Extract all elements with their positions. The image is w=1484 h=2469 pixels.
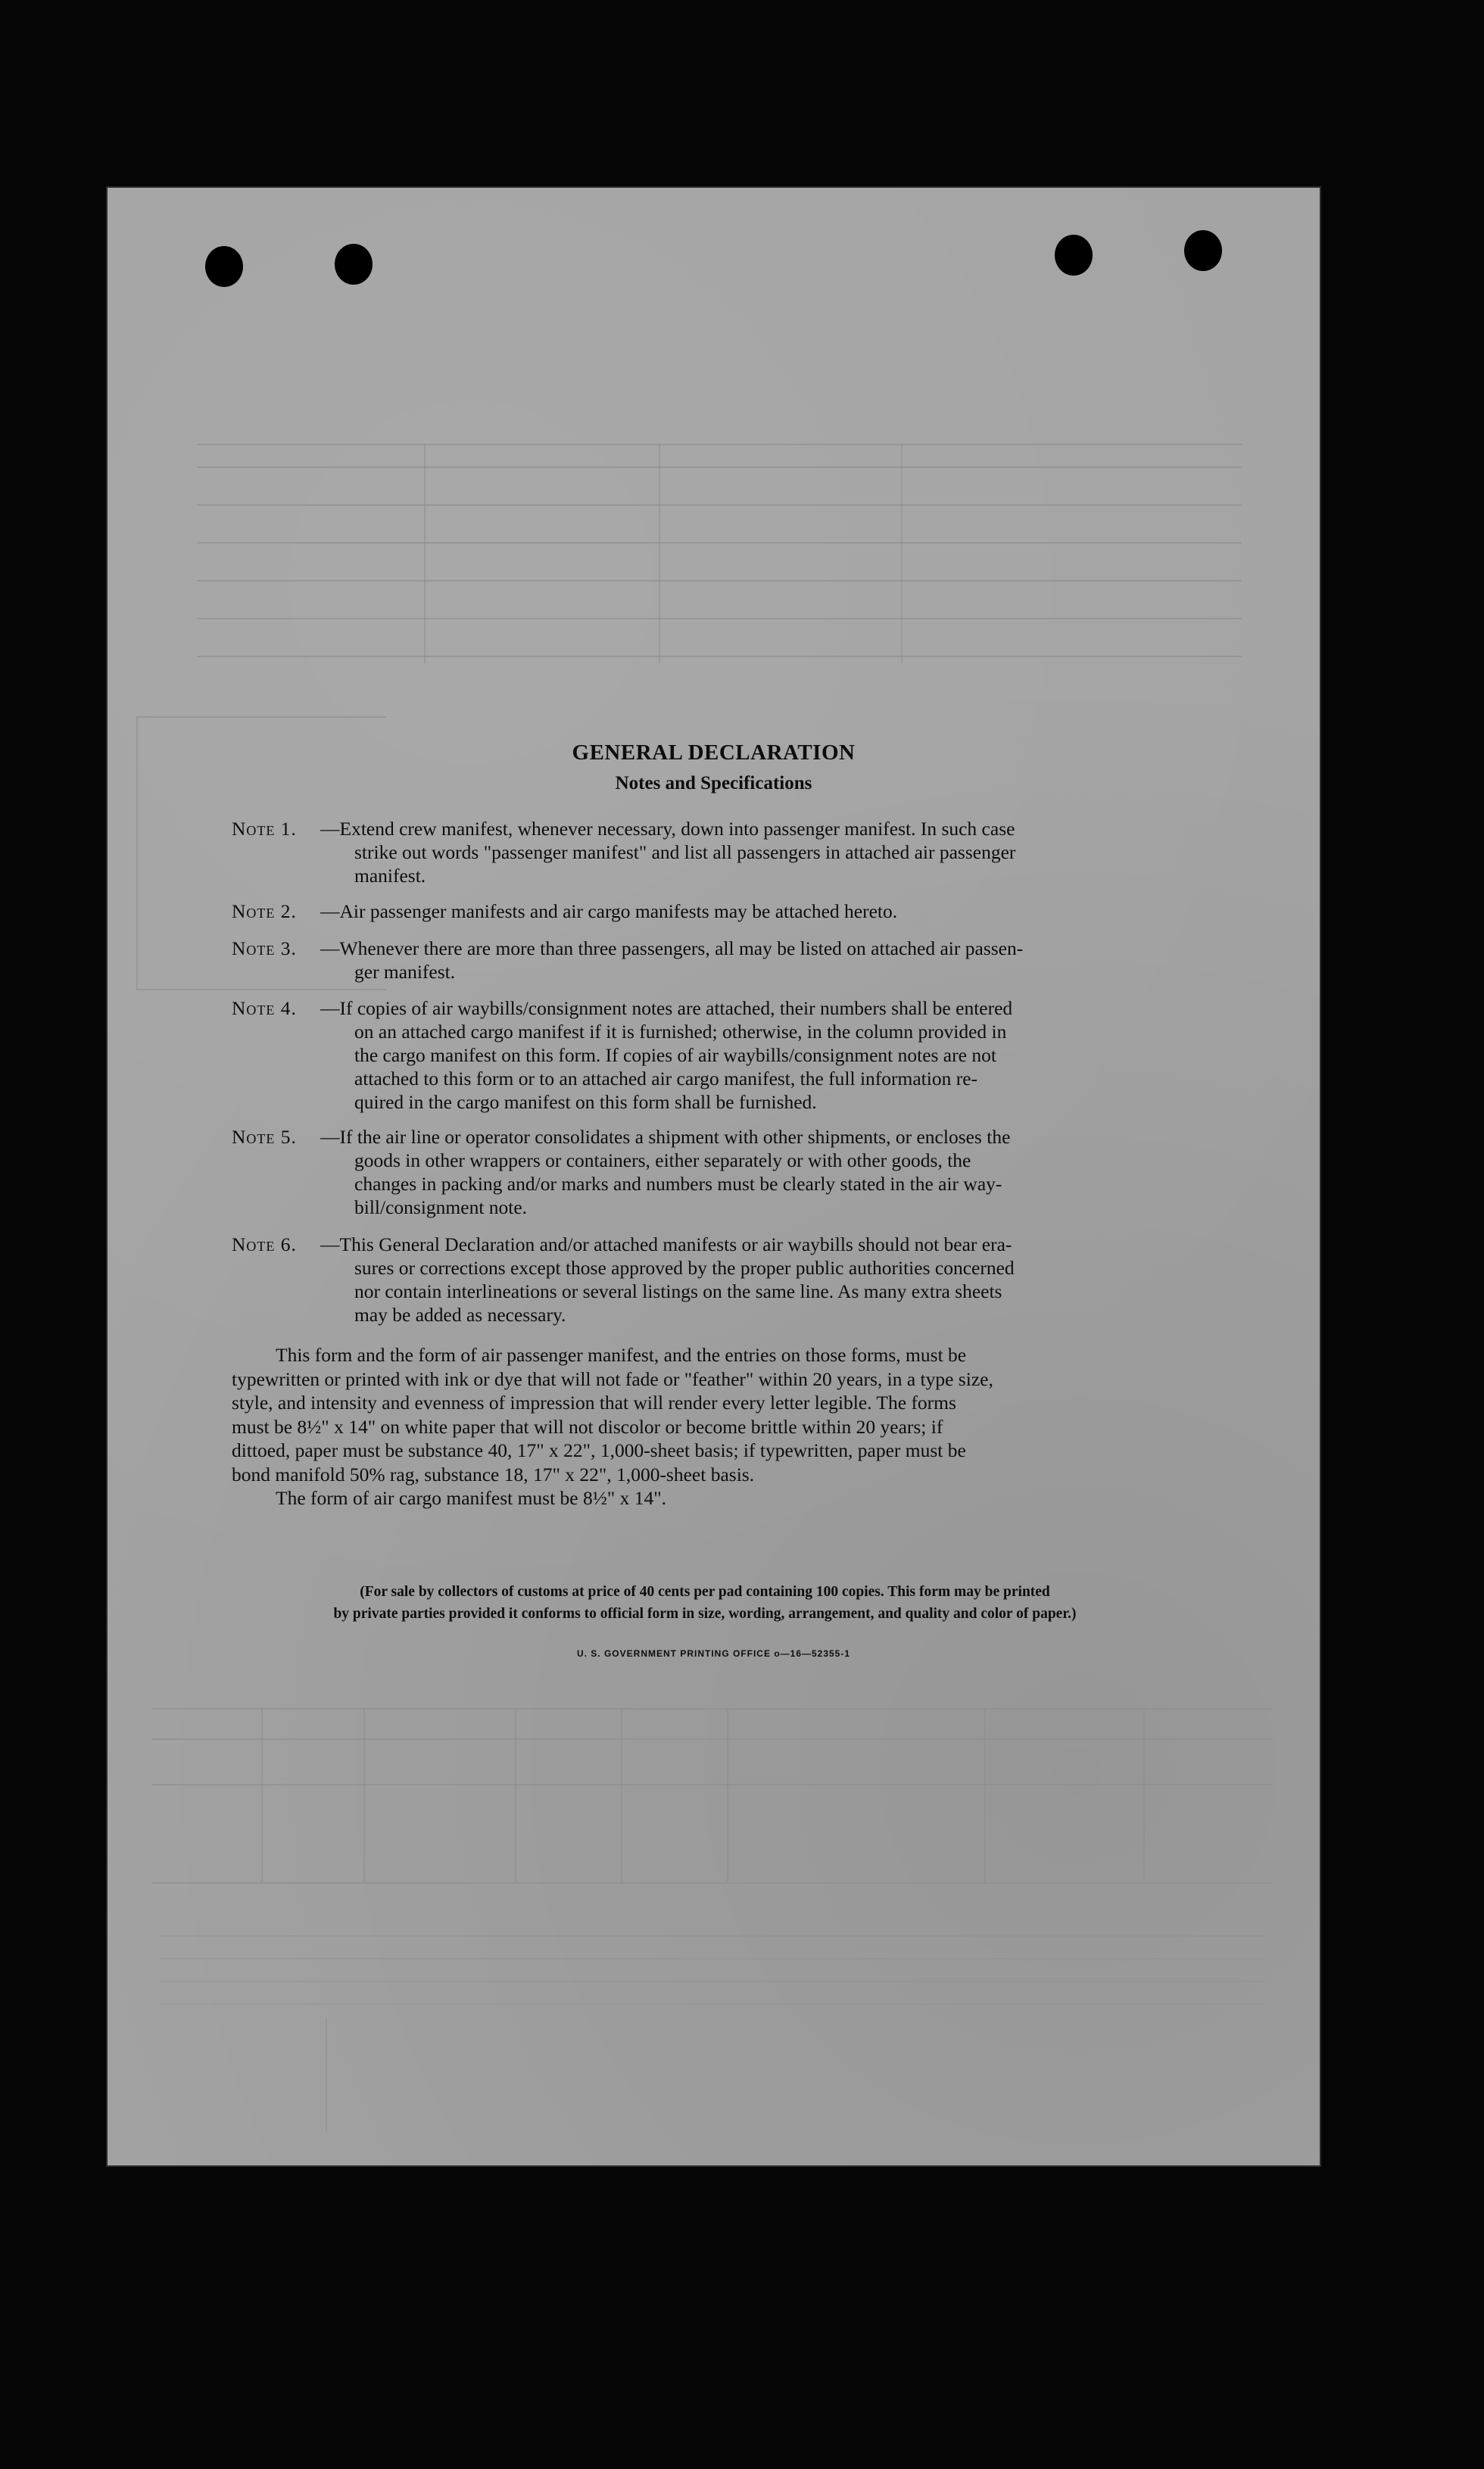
note-text-line: goods in other wrappers or containers, either separately or with other goods, the <box>354 1149 971 1171</box>
note-label: Note 3. <box>232 937 297 959</box>
spec-line: bond manifold 50% rag, substance 18, 17" x 22", 1,000-sheet basis. <box>232 1463 755 1485</box>
note-1 <box>232 817 1178 887</box>
note-text-line: on an attached cargo manifest if it is furnished; otherwise, in the column provided in <box>354 1021 1007 1043</box>
note-text-line: strike out words "passenger manifest" and list all passengers in attached air passenger <box>354 841 1016 863</box>
printing-office-imprint: U. S. GOVERNMENT PRINTING OFFICE o—16—52355-1 <box>576 1648 851 1659</box>
sale-notice-line: by private parties provided it conforms to official form in size, wording, arrangement, and quality and color of paper.) <box>333 1606 1077 1622</box>
note-text-line: ger manifest. <box>354 961 456 983</box>
document-sheet <box>106 186 1321 2167</box>
note-3 <box>232 937 1178 984</box>
declaration-subtitle: Notes and Specifications <box>615 773 812 793</box>
note-6 <box>232 1233 1178 1326</box>
note-5 <box>232 1125 1178 1219</box>
spec-line: style, and intensity and evenness of impression that will render every letter legible. The forms <box>232 1392 956 1414</box>
note-text-line: —Extend crew manifest, whenever necessary, down into passenger manifest. In such case <box>320 818 1015 840</box>
note-label: Note 5. <box>232 1126 297 1148</box>
instructions-page <box>106 186 1321 2167</box>
note-label: Note 6. <box>232 1233 297 1255</box>
note-text-line: attached to this form or to an attached air cargo manifest, the full information re- <box>354 1068 978 1090</box>
note-text-line: —If the air line or operator consolidates a shipment with other shipments, or encloses the <box>320 1126 1011 1148</box>
note-text-line: manifest. <box>354 865 426 887</box>
note-text-line: sures or corrections except those approved by the proper public authorities concerned <box>354 1257 1015 1279</box>
spec-line: typewritten or printed with ink or dye that will not fade or "feather" within 20 years, in a type size, <box>232 1367 993 1390</box>
sale-notice-line: (For sale by collectors of customs at price of 40 cents per pad containing 100 copies. This form may be printed <box>360 1584 1050 1600</box>
note-text-line: —Whenever there are more than three passengers, all may be listed on attached air passen- <box>320 937 1024 959</box>
note-text-line: may be added as necessary. <box>354 1304 566 1326</box>
note-text-line: quired in the cargo manifest on this form shall be furnished. <box>354 1091 817 1113</box>
note-text-line: —If copies of air waybills/consignment notes are attached, their numbers shall be entered <box>320 997 1013 1019</box>
spec-line: dittoed, paper must be substance 40, 17" x 22", 1,000-sheet basis; if typewritten, paper must be <box>232 1439 966 1461</box>
note-2 <box>232 899 1178 923</box>
note-text-line: the cargo manifest on this form. If copies of air waybills/consignment notes are not <box>354 1044 996 1066</box>
note-4 <box>232 996 1178 1114</box>
note-text-line: changes in packing and/or marks and numbers must be clearly stated in the air way- <box>354 1173 1002 1195</box>
note-text-line: —This General Declaration and/or attached manifests or air waybills should not bear era- <box>320 1233 1012 1255</box>
cargo-manifest-size: The form of air cargo manifest must be 8½" x 14". <box>276 1487 667 1509</box>
note-text-line: bill/consignment note. <box>354 1196 528 1218</box>
note-label: Note 4. <box>232 997 297 1019</box>
form-specification-paragraph <box>232 1343 1178 1510</box>
sale-notice <box>232 1581 1178 1625</box>
note-text-line: —Air passenger manifests and air cargo manifests may be attached hereto. <box>320 900 898 922</box>
declaration-title: GENERAL DECLARATION <box>572 740 856 765</box>
note-label: Note 2. <box>232 900 297 922</box>
note-label: Note 1. <box>232 818 297 840</box>
note-text-line: nor contain interlineations or several listings on the same line. As many extra sheets <box>354 1280 1002 1302</box>
spec-line: This form and the form of air passenger manifest, and the entries on those forms, must be <box>276 1344 967 1366</box>
spec-line: must be 8½" x 14" on white paper that will not discolor or become brittle within 20 years; if <box>232 1415 943 1438</box>
